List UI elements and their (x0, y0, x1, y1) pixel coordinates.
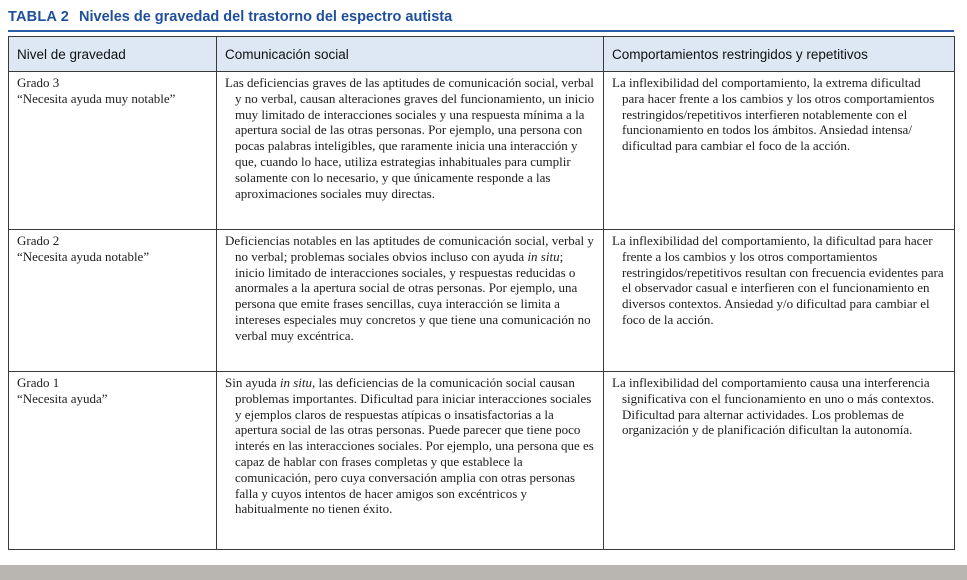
severity-level-cell (9, 72, 217, 230)
restricted-behaviors-text: La inflexibilidad del comportamiento, la extrema dificultad para hacer frente a los cambios y los otros comportamientos restringidos/repetitivos interfieren notablemente con el funcionamiento en todos los ámbitos. Ansiedad intensa/ dificultad para cambiar el foco de la acción. (612, 75, 935, 154)
table-title (8, 6, 954, 32)
social-communication-cell (217, 72, 604, 230)
header-row (9, 37, 955, 72)
table-number: TABLA 2 (8, 9, 70, 25)
severity-table (8, 36, 955, 550)
social-communication-text: Sin ayuda in situ, las deficiencias de la comunicación social causan problemas importantes. Dificultad para iniciar interacciones sociales y ejemplos claros de respuestas atípicas o insatisfactorias a la apertura social de las otras personas. Puede parecer que tiene poco interés en las interacciones sociales. Por ejemplo, una persona que es capaz de hablar con frases completas y que establece la comunicación, pero cuya conversación amplia con otras personas falla y cuyos intentos de hacer amigos son excéntricos y habitualmente no tienen éxito. (225, 375, 594, 517)
restricted-behaviors-cell (604, 72, 955, 230)
table-row (9, 230, 955, 372)
grade-label: “Necesita ayuda notable” (17, 248, 150, 264)
page-bottom-shadow (0, 565, 967, 580)
grade-name: Grado 3 (17, 75, 60, 90)
grade-label: “Necesita ayuda” (17, 390, 108, 406)
header-severity-level: Nivel de gravedad (9, 37, 217, 72)
table-row (9, 372, 955, 550)
social-communication-cell (217, 230, 604, 372)
table-title-text: Niveles de gravedad del trastorno del espectro autista (79, 9, 453, 25)
header-restricted-behaviors: Comportamientos restringidos y repetitivos (604, 37, 955, 72)
social-communication-text: Deficiencias notables en las aptitudes de comunicación social, verbal y no verbal; problemas sociales obvios incluso con ayuda in situ; inicio limitado de interacciones sociales, y respuestas reducidas o anormales a la apertura social de otras personas. Por ejemplo, una persona que emite frases sencillas, cuya interacción se limita a intereses especiales muy concretos y que tiene una comunicación no verbal muy excéntrica. (225, 233, 594, 343)
restricted-behaviors-text: La inflexibilidad del comportamiento causa una interferencia significativa con el funcionamiento en uno o más contextos. Dificultad para alternar actividades. Los problemas de organización y de planificación dificultan la autonomía. (612, 375, 935, 438)
table-row (9, 72, 955, 230)
social-communication-text: Las deficiencias graves de las aptitudes de comunicación social, verbal y no verbal, causan alteraciones graves del funcionamiento, un inicio muy limitado de interacciones sociales y una respuesta mínima a la apertura social de las otras personas. Por ejemplo, una persona con pocas palabras inteligibles, que raramente inicia una interacción y que, cuando lo hace, utiliza estrategias inhabituales para cumplir solamente con lo necesario, y que únicamente responde a las aproximaciones sociales muy directas. (225, 75, 595, 201)
restricted-behaviors-cell (604, 230, 955, 372)
severity-level-cell (9, 230, 217, 372)
restricted-behaviors-text: La inflexibilidad del comportamiento, la dificultad para hacer frente a los cambios y los otros comportamientos restringidos/repetitivos resultan con frecuencia evidentes para el observador casual e interfieren con el funcionamiento en diversos contextos. Ansiedad y/o dificultad para cambiar el foco de la acción. (612, 233, 944, 327)
restricted-behaviors-cell (604, 372, 955, 550)
grade-name: Grado 1 (17, 375, 60, 390)
severity-level-cell (9, 372, 217, 550)
social-communication-cell (217, 372, 604, 550)
grade-name: Grado 2 (17, 233, 60, 248)
grade-label: “Necesita ayuda muy notable” (17, 90, 176, 106)
header-social-communication: Comunicación social (217, 37, 604, 72)
